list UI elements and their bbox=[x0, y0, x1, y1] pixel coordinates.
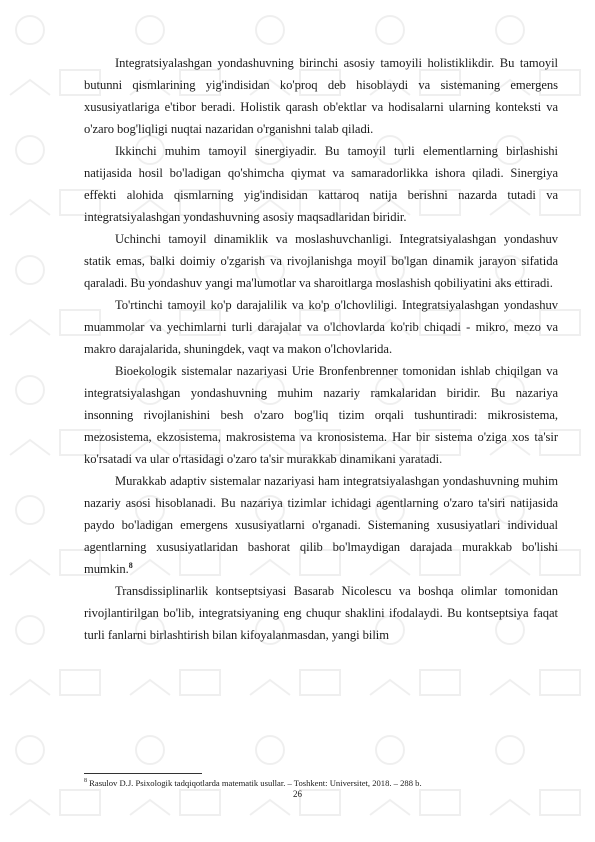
paragraph-sinergiya: Ikkinchi muhim tamoyil sinergiyadir. Bu tamoyil turli elementlarning birlashishi natijasida hosil bo'ladigan qo'shimcha qiymat va samaradorlikka ishora qiladi. Sinergiya effekti alohida qismlarning yig'indisidan kattaroq natija berishni nazarda tutadi va integratsiyalashgan yondashuvning asosiy maqsadlaridan biridir. bbox=[84, 144, 558, 224]
footnote-reference[interactable]: 8 bbox=[128, 560, 133, 570]
paragraph-holistiklik: Integratsiyalashgan yondashuvning birinchi asosiy tamoyili holistiklikdir. Bu tamoyil butunni qismlarining yig'indisidan ko'proq deb hisoblaydi va sistemaning emergens xususiyatlariga e'tibor beradi. Holistik qarash ob'ektlar va hodisalarni ularning konteksti va o'zaro bog'liqligi nuqtai nazaridan o'rganishni talab qiladi. bbox=[84, 56, 558, 136]
footnote-text: Rasulov D.J. Psixologik tadqiqotlarda matematik usullar. – Toshkent: Universitet, 2018. – 288 b. bbox=[89, 777, 422, 788]
body-text bbox=[84, 52, 558, 646]
paragraph-kop-darajalilik: To'rtinchi tamoyil ko'p darajalilik va ko'p o'lchovliligi. Integratsiyalashgan yondashuv muammolar va yechimlarni turli darajalar va o'lchovlarda ko'rib chiqadi - mikro, mezo va makro darajalarida, shuningdek, vaqt va makon o'lchovlarida. bbox=[84, 298, 558, 356]
page-number: 26 bbox=[293, 789, 302, 799]
paragraph-dinamiklik: Uchinchi tamoyil dinamiklik va moslashuvchanligi. Integratsiyalashgan yondashuv statik emas, balki doimiy o'zgarish va rivojlanishga moyil bo'lgan dinamik jarayon sifatida qaraladi. Bu yondashuv yangi ma'lumotlar va sharoitlarga moslashish qobiliyatini aks ettiradi. bbox=[84, 232, 558, 290]
paragraph-murakkab-adaptiv bbox=[84, 470, 558, 580]
paragraph-bioekologik: Bioekologik sistemalar nazariyasi Urie Bronfenbrenner tomonidan ishlab chiqilgan va integratsiyalashgan yondashuvning muhim nazariy ramkalaridan biridir. Bu nazariya insonning rivojlanishini besh o'zaro bog'liq tizim orqali tushuntiradi: mikrosistema, mezosistema, ekzosistema, makrosistema va kronosistema. Har bir sistema o'ziga xos ta'sir ko'rsatadi va ular o'rtasidagi o'zaro ta'sir murakkab dinamikani yaratadi. bbox=[84, 364, 558, 466]
footnote-separator bbox=[84, 773, 202, 774]
footnote bbox=[84, 775, 564, 789]
paragraph-murakkab-adaptiv-text: Murakkab adaptiv sistemalar nazariyasi ham integratsiyalashgan yondashuvning muhim nazariy asosi hisoblanadi. Bu nazariya tizimlar ichidagi agentlarning o'zaro ta'siri natijasida paydo bo'ladigan emergens xususiyatlarni o'rganadi. Sistemaning xususiyatlari individual agentlarning xususiyatlaridan bashorat qilib bo'lmaydigan darajada murakkab bo'lishi mumkin. bbox=[84, 474, 558, 576]
footnote-number: 8 bbox=[84, 778, 87, 784]
paragraph-transdissiplinarlik: Transdissiplinarlik kontseptsiyasi Basarab Nicolescu va boshqa olimlar tomonidan rivojlantirilgan bo'lib, integratsiyaning eng chuqur shaklini ifodalaydi. Bu kontseptsiya faqat turli fanlarni birlashtirish bilan kifoyalanmasdan, yangi bilim bbox=[84, 584, 558, 642]
